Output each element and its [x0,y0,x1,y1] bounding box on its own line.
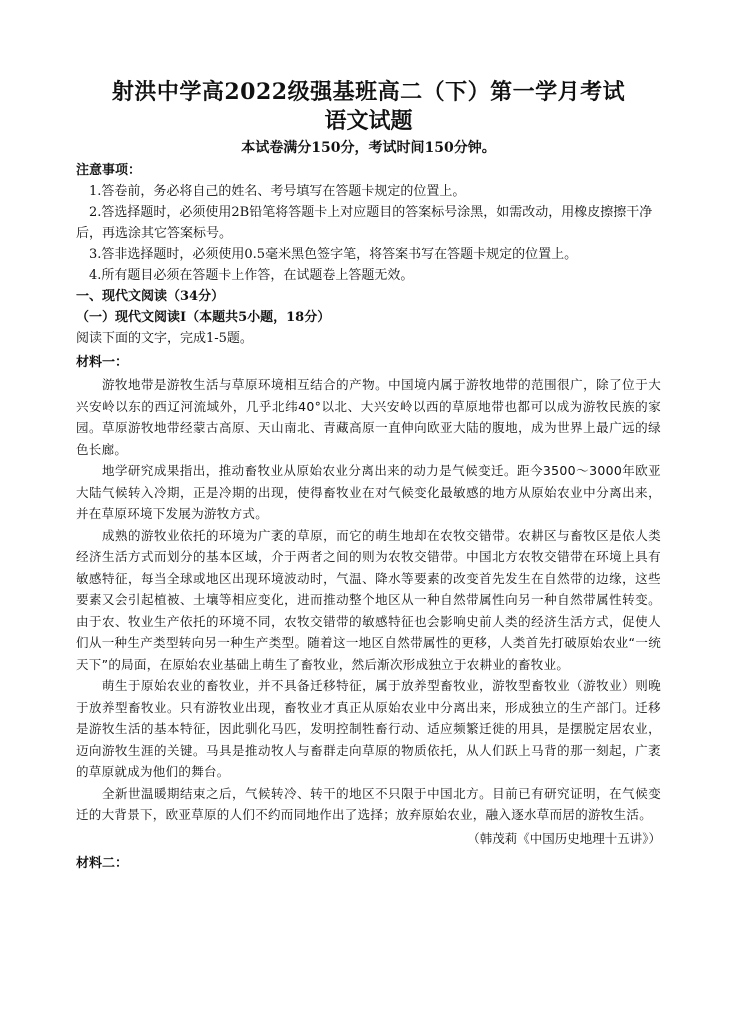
reading-instruction: 阅读下面的文字，完成1-5题。 [76,331,253,346]
material-paragraph: 全新世温暖期结束之后，气候转冷、转干的地区不只限于中国北方。目前已有研究证明，在气候变迁的大背景下，欧亚草原的人们不约而同地作出了选择；放弃原始农业，融入逐水草而居的游牧生活。 [76,785,661,822]
notice-item: 4.所有题目必须在答题卡上作答，在试题卷上答题无效。 [89,268,414,283]
material-paragraph: 萌生于原始农业的畜牧业，并不具备迁移特征，属于放养型畜牧业，游牧型畜牧业（游牧业）则晚于放养型畜牧业。只有游牧业出现，畜牧业才真正从原始农业中分离出来，形成独立的生产部门。迁移是游牧生活的基本特征，因此驯化马匹，发明控制牲畜行动、适应频繁迁徙的用具，是摆脱定居农业，迈向游牧生涯的关键。马具是推动牧人与畜群走向草原的物质依托，从人们跃上马背的那一刻起，广袤的草原就成为他们的舞台。 [76,678,661,779]
notice-heading: 注意事项： [76,163,142,178]
notice-item: 3.答非选择题时，必须使用0.5毫米黑色签字笔，将答案书写在答题卡规定的位置上。 [89,247,578,262]
material-paragraph: 地学研究成果指出，推动畜牧业从原始农业分离出来的动力是气候变迁。距今3500～3000年欧亚大陆气候转入冷期，正是冷期的出现，使得畜牧业在对气候变化最敏感的地方从原始农业中分离出来，并在草原环境下发展为游牧方式。 [76,463,661,521]
material-source: （韩茂莉《中国历史地理十五讲》） [467,830,661,846]
subject-title: 语文试题 [324,108,413,134]
material-paragraph: 成熟的游牧业依托的环境为广袤的草原，而它的萌生地却在农牧交错带。农耕区与畜牧区是依人类经济生活方式而划分的基本区域，介于两者之间的则为农牧交错带。中国北方农牧交错带在环境上具有敏感特征，每当全球或地区出现环境波动时，气温、降水等要素的改变首先发生在自然带的边缘，这些要素又会引起植被、土壤等相应变化，进而推动整个地区从一种自然带属性向另一种自然带属性转变。由于农、牧业生产依托的环境不同，农牧交错带的敏感特征也会影响史前人类的经济生活方式，促使人们从一种生产类型转向另一种生产类型。随着这一地区自然带属性的更移，人类首先打破原始农业“一统天下”的局面，在原始农业基础上萌生了畜牧业，然后渐次形成独立于农耕业的畜牧业。 [76,527,661,672]
exam-title: 射洪中学高2022级强基班高二（下）第一学月考试 [111,79,626,105]
notice-item: 1.答卷前，务必将自己的姓名、考号填写在答题卡规定的位置上。 [89,184,466,199]
notice-item: 2.答选择题时，必须使用2B铅笔将答题卡上对应题目的答案标号涂黑，如需改动，用橡皮擦擦干净后，再选涂其它答案标号。 [76,205,653,241]
exam-info: 本试卷满分150分，考试时间150分钟。 [241,140,496,156]
material-two-label: 材料二： [76,855,129,871]
section-heading: 一、现代文阅读（34分） [76,289,225,304]
material-paragraph: 游牧地带是游牧生活与草原环境相互结合的产物。中国境内属于游牧地带的范围很广，除了位于大兴安岭以东的西辽河流域外，几乎北纬40°以北、大兴安岭以西的草原地带也都可以成为游牧民族的家园。草原游牧地带经蒙古高原、天山南北、青藏高原一直伸向欧亚大陆的腹地，成为世界上最广远的绿色长廊。 [76,377,661,457]
subsection-heading: （一）现代文阅读Ⅰ（本题共5小题，18分） [76,310,331,325]
material-one-label: 材料一： [76,355,129,370]
